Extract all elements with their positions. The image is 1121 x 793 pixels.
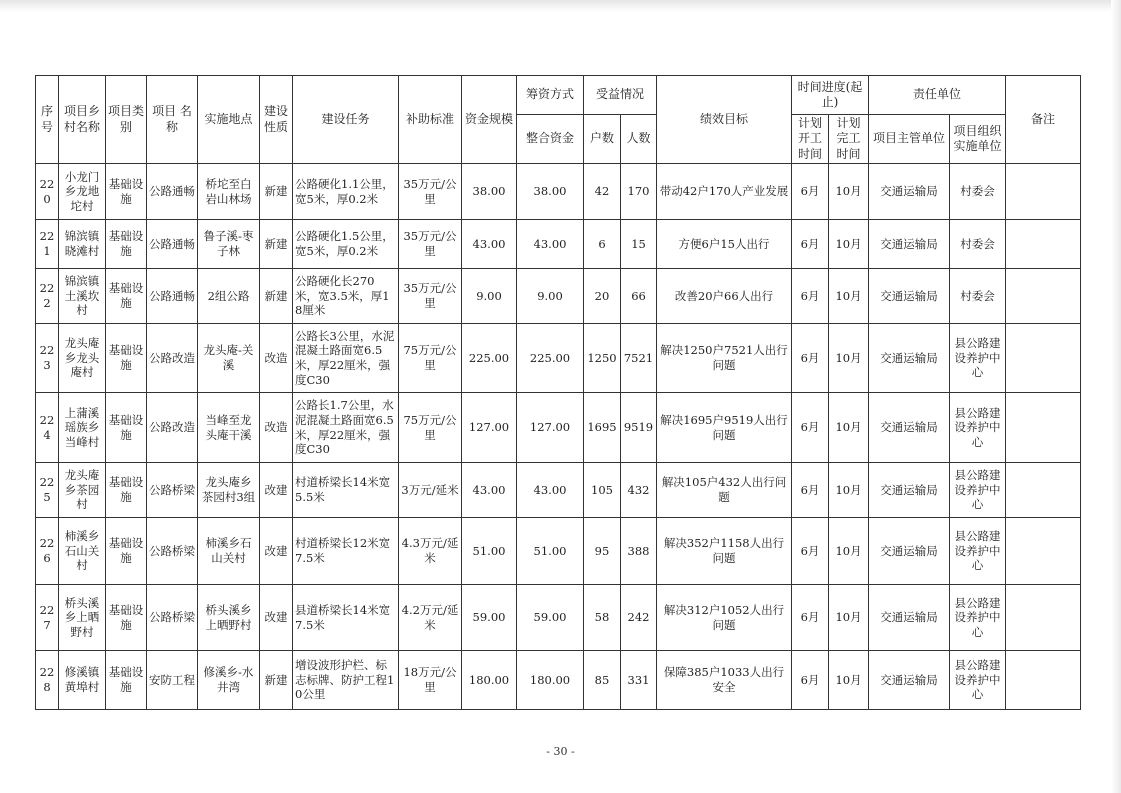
cell-village: 锦滨镇晓滩村 bbox=[59, 220, 106, 269]
cell-households: 1695 bbox=[584, 393, 621, 463]
cell-implementer: 县公路建设养护中心 bbox=[950, 651, 1006, 710]
cell-households: 42 bbox=[584, 164, 621, 220]
cell-task: 公路长3公里，水泥混凝土路面宽6.5米，厚22厘米，强度C30 bbox=[293, 324, 399, 393]
cell-funds-scale: 51.00 bbox=[462, 518, 517, 585]
cell-integrated-funds: 180.00 bbox=[517, 651, 584, 710]
cell-seq: 220 bbox=[36, 164, 59, 220]
cell-seq: 226 bbox=[36, 518, 59, 585]
cell-plan-start: 6月 bbox=[792, 324, 829, 393]
cell-households: 6 bbox=[584, 220, 621, 269]
cell-village: 龙头庵乡龙头庵村 bbox=[59, 324, 106, 393]
cell-implementer: 县公路建设养护中心 bbox=[950, 518, 1006, 585]
cell-dept: 交通运输局 bbox=[869, 324, 950, 393]
page-number: - 30 - bbox=[546, 745, 575, 758]
cell-seq: 225 bbox=[36, 463, 59, 518]
cell-village: 小龙门乡龙地坨村 bbox=[59, 164, 106, 220]
cell-implementer: 村委会 bbox=[950, 269, 1006, 324]
header-schedule: 时间进度(起止) bbox=[792, 76, 869, 115]
cell-village: 上蒲溪瑶族乡当峰村 bbox=[59, 393, 106, 463]
cell-plan-start: 6月 bbox=[792, 651, 829, 710]
cell-task: 县道桥梁长14米宽7.5米 bbox=[293, 585, 399, 651]
cell-project-name: 公路改造 bbox=[147, 393, 198, 463]
cell-integrated-funds: 43.00 bbox=[517, 220, 584, 269]
cell-location: 修溪乡-水井湾 bbox=[198, 651, 260, 710]
cell-subsidy: 18万元/公里 bbox=[399, 651, 462, 710]
cell-people: 66 bbox=[621, 269, 657, 324]
cell-location: 桥坨至白岩山林场 bbox=[198, 164, 260, 220]
cell-subsidy: 35万元/公里 bbox=[399, 220, 462, 269]
cell-project-name: 公路通畅 bbox=[147, 269, 198, 324]
header-nature: 建设性质 bbox=[260, 76, 293, 164]
table-row bbox=[36, 220, 1081, 269]
cell-performance-goal: 解决312户1052人出行问题 bbox=[657, 585, 792, 651]
cell-implementer: 县公路建设养护中心 bbox=[950, 324, 1006, 393]
cell-integrated-funds: 51.00 bbox=[517, 518, 584, 585]
cell-subsidy: 75万元/公里 bbox=[399, 393, 462, 463]
cell-plan-start: 6月 bbox=[792, 585, 829, 651]
cell-project-name: 公路通畅 bbox=[147, 164, 198, 220]
cell-households: 85 bbox=[584, 651, 621, 710]
cell-subsidy: 35万元/公里 bbox=[399, 164, 462, 220]
header-funds-scale: 资金规模 bbox=[462, 76, 517, 164]
cell-integrated-funds: 43.00 bbox=[517, 463, 584, 518]
cell-remark bbox=[1006, 585, 1081, 651]
cell-people: 15 bbox=[621, 220, 657, 269]
cell-plan-end: 10月 bbox=[829, 651, 869, 710]
cell-category: 基础设施 bbox=[106, 220, 147, 269]
cell-implementer: 村委会 bbox=[950, 164, 1006, 220]
cell-location: 2组公路 bbox=[198, 269, 260, 324]
cell-nature: 新建 bbox=[260, 220, 293, 269]
cell-plan-start: 6月 bbox=[792, 518, 829, 585]
cell-people: 242 bbox=[621, 585, 657, 651]
cell-nature: 改建 bbox=[260, 518, 293, 585]
cell-remark bbox=[1006, 220, 1081, 269]
cell-plan-start: 6月 bbox=[792, 164, 829, 220]
header-performance: 绩效目标 bbox=[657, 76, 792, 164]
cell-people: 331 bbox=[621, 651, 657, 710]
cell-implementer: 村委会 bbox=[950, 220, 1006, 269]
table-row bbox=[36, 463, 1081, 518]
cell-seq: 222 bbox=[36, 269, 59, 324]
cell-integrated-funds: 9.00 bbox=[517, 269, 584, 324]
cell-task: 公路长1.7公里，水泥混凝土路面宽6.5米，厚22厘米，强度C30 bbox=[293, 393, 399, 463]
header-plan-start: 计划开工时间 bbox=[792, 115, 829, 164]
cell-category: 基础设施 bbox=[106, 585, 147, 651]
cell-subsidy: 3万元/延米 bbox=[399, 463, 462, 518]
cell-project-name: 公路通畅 bbox=[147, 220, 198, 269]
cell-subsidy: 4.2万元/延米 bbox=[399, 585, 462, 651]
cell-village: 修溪镇黄埠村 bbox=[59, 651, 106, 710]
cell-performance-goal: 解决1695户9519人出行问题 bbox=[657, 393, 792, 463]
table-row bbox=[36, 585, 1081, 651]
cell-nature: 新建 bbox=[260, 269, 293, 324]
header-dept: 项目主管单位 bbox=[869, 115, 950, 164]
cell-project-name: 公路桥梁 bbox=[147, 518, 198, 585]
cell-households: 1250 bbox=[584, 324, 621, 393]
cell-nature: 改造 bbox=[260, 324, 293, 393]
cell-dept: 交通运输局 bbox=[869, 585, 950, 651]
header-remark: 备注 bbox=[1006, 76, 1081, 164]
cell-plan-end: 10月 bbox=[829, 463, 869, 518]
cell-dept: 交通运输局 bbox=[869, 164, 950, 220]
cell-remark bbox=[1006, 164, 1081, 220]
cell-seq: 224 bbox=[36, 393, 59, 463]
cell-households: 95 bbox=[584, 518, 621, 585]
header-integrated-funds: 整合资金 bbox=[517, 115, 584, 164]
cell-category: 基础设施 bbox=[106, 324, 147, 393]
table-row bbox=[36, 324, 1081, 393]
cell-people: 388 bbox=[621, 518, 657, 585]
cell-remark bbox=[1006, 324, 1081, 393]
header-responsible: 责任单位 bbox=[869, 76, 1006, 115]
header-households: 户数 bbox=[584, 115, 621, 164]
cell-implementer: 县公路建设养护中心 bbox=[950, 585, 1006, 651]
header-funding-method: 筹资方式 bbox=[517, 76, 584, 115]
table-row bbox=[36, 164, 1081, 220]
header-subsidy: 补助标准 bbox=[399, 76, 462, 164]
cell-task: 公路硬化1.5公里，宽5米，厚0.2米 bbox=[293, 220, 399, 269]
cell-funds-scale: 38.00 bbox=[462, 164, 517, 220]
cell-plan-end: 10月 bbox=[829, 269, 869, 324]
table-row bbox=[36, 393, 1081, 463]
cell-category: 基础设施 bbox=[106, 164, 147, 220]
header-project-village: 项目乡村名称 bbox=[59, 76, 106, 164]
cell-households: 20 bbox=[584, 269, 621, 324]
cell-people: 170 bbox=[621, 164, 657, 220]
cell-nature: 新建 bbox=[260, 651, 293, 710]
cell-people: 432 bbox=[621, 463, 657, 518]
cell-category: 基础设施 bbox=[106, 269, 147, 324]
table-row bbox=[36, 651, 1081, 710]
page-side-edge bbox=[1111, 0, 1121, 793]
cell-task: 公路硬化长270米，宽3.5米，厚18厘米 bbox=[293, 269, 399, 324]
cell-dept: 交通运输局 bbox=[869, 393, 950, 463]
cell-subsidy: 35万元/公里 bbox=[399, 269, 462, 324]
cell-funds-scale: 127.00 bbox=[462, 393, 517, 463]
cell-dept: 交通运输局 bbox=[869, 518, 950, 585]
cell-remark bbox=[1006, 518, 1081, 585]
cell-location: 桥头溪乡上晒野村 bbox=[198, 585, 260, 651]
cell-integrated-funds: 127.00 bbox=[517, 393, 584, 463]
cell-funds-scale: 59.00 bbox=[462, 585, 517, 651]
cell-seq: 228 bbox=[36, 651, 59, 710]
header-location: 实施地点 bbox=[198, 76, 260, 164]
table-row bbox=[36, 518, 1081, 585]
cell-performance-goal: 改善20户66人出行 bbox=[657, 269, 792, 324]
cell-project-name: 公路桥梁 bbox=[147, 463, 198, 518]
cell-remark bbox=[1006, 463, 1081, 518]
cell-nature: 改建 bbox=[260, 585, 293, 651]
cell-project-name: 公路桥梁 bbox=[147, 585, 198, 651]
cell-plan-end: 10月 bbox=[829, 324, 869, 393]
table-row bbox=[36, 269, 1081, 324]
cell-subsidy: 4.3万元/延米 bbox=[399, 518, 462, 585]
project-table bbox=[35, 75, 1081, 710]
cell-village: 桥头溪乡上晒野村 bbox=[59, 585, 106, 651]
cell-plan-end: 10月 bbox=[829, 164, 869, 220]
cell-task: 村道桥梁长14米宽5.5米 bbox=[293, 463, 399, 518]
cell-location: 龙头庵乡茶园村3组 bbox=[198, 463, 260, 518]
cell-integrated-funds: 59.00 bbox=[517, 585, 584, 651]
cell-location: 龙头庵-关溪 bbox=[198, 324, 260, 393]
cell-funds-scale: 180.00 bbox=[462, 651, 517, 710]
cell-project-name: 安防工程 bbox=[147, 651, 198, 710]
cell-performance-goal: 方便6户15人出行 bbox=[657, 220, 792, 269]
header-implementer: 项目组织实施单位 bbox=[950, 115, 1006, 164]
cell-plan-end: 10月 bbox=[829, 585, 869, 651]
header-seq: 序号 bbox=[36, 76, 59, 164]
cell-dept: 交通运输局 bbox=[869, 463, 950, 518]
cell-dept: 交通运输局 bbox=[869, 220, 950, 269]
cell-remark bbox=[1006, 393, 1081, 463]
cell-funds-scale: 43.00 bbox=[462, 463, 517, 518]
cell-village: 锦滨镇土溪坎村 bbox=[59, 269, 106, 324]
page-top-edge bbox=[0, 0, 1121, 12]
cell-plan-start: 6月 bbox=[792, 269, 829, 324]
header-project-name: 项目 名称 bbox=[147, 76, 198, 164]
cell-location: 鲁子溪-枣子林 bbox=[198, 220, 260, 269]
cell-location: 当峰至龙头庵干溪 bbox=[198, 393, 260, 463]
cell-people: 9519 bbox=[621, 393, 657, 463]
cell-plan-start: 6月 bbox=[792, 463, 829, 518]
cell-households: 105 bbox=[584, 463, 621, 518]
cell-plan-end: 10月 bbox=[829, 393, 869, 463]
cell-dept: 交通运输局 bbox=[869, 651, 950, 710]
header-benefit: 受益情况 bbox=[584, 76, 657, 115]
cell-funds-scale: 9.00 bbox=[462, 269, 517, 324]
cell-subsidy: 75万元/公里 bbox=[399, 324, 462, 393]
cell-plan-end: 10月 bbox=[829, 220, 869, 269]
cell-implementer: 县公路建设养护中心 bbox=[950, 393, 1006, 463]
cell-project-name: 公路改造 bbox=[147, 324, 198, 393]
cell-task: 村道桥梁长12米宽7.5米 bbox=[293, 518, 399, 585]
cell-seq: 223 bbox=[36, 324, 59, 393]
header-task: 建设任务 bbox=[293, 76, 399, 164]
cell-category: 基础设施 bbox=[106, 393, 147, 463]
cell-integrated-funds: 225.00 bbox=[517, 324, 584, 393]
header-category: 项目类别 bbox=[106, 76, 147, 164]
cell-performance-goal: 带动42户170人产业发展 bbox=[657, 164, 792, 220]
cell-category: 基础设施 bbox=[106, 651, 147, 710]
cell-location: 柿溪乡石山关村 bbox=[198, 518, 260, 585]
cell-funds-scale: 43.00 bbox=[462, 220, 517, 269]
header-plan-end: 计划完工时间 bbox=[829, 115, 869, 164]
cell-plan-start: 6月 bbox=[792, 393, 829, 463]
cell-households: 58 bbox=[584, 585, 621, 651]
cell-plan-start: 6月 bbox=[792, 220, 829, 269]
cell-plan-end: 10月 bbox=[829, 518, 869, 585]
cell-performance-goal: 解决352户1158人出行问题 bbox=[657, 518, 792, 585]
cell-funds-scale: 225.00 bbox=[462, 324, 517, 393]
cell-nature: 改建 bbox=[260, 463, 293, 518]
cell-seq: 221 bbox=[36, 220, 59, 269]
cell-implementer: 县公路建设养护中心 bbox=[950, 463, 1006, 518]
cell-category: 基础设施 bbox=[106, 463, 147, 518]
cell-task: 增设波形护栏、标志标牌、防护工程10公里 bbox=[293, 651, 399, 710]
cell-nature: 改造 bbox=[260, 393, 293, 463]
cell-task: 公路硬化1.1公里，宽5米，厚0.2米 bbox=[293, 164, 399, 220]
cell-integrated-funds: 38.00 bbox=[517, 164, 584, 220]
cell-remark bbox=[1006, 269, 1081, 324]
cell-performance-goal: 解决1250户7521人出行问题 bbox=[657, 324, 792, 393]
cell-category: 基础设施 bbox=[106, 518, 147, 585]
cell-performance-goal: 保障385户1033人出行安全 bbox=[657, 651, 792, 710]
cell-people: 7521 bbox=[621, 324, 657, 393]
cell-performance-goal: 解决105户432人出行问题 bbox=[657, 463, 792, 518]
cell-nature: 新建 bbox=[260, 164, 293, 220]
cell-remark bbox=[1006, 651, 1081, 710]
cell-dept: 交通运输局 bbox=[869, 269, 950, 324]
cell-village: 龙头庵乡茶园村 bbox=[59, 463, 106, 518]
header-people: 人数 bbox=[621, 115, 657, 164]
cell-village: 柿溪乡石山关村 bbox=[59, 518, 106, 585]
cell-seq: 227 bbox=[36, 585, 59, 651]
